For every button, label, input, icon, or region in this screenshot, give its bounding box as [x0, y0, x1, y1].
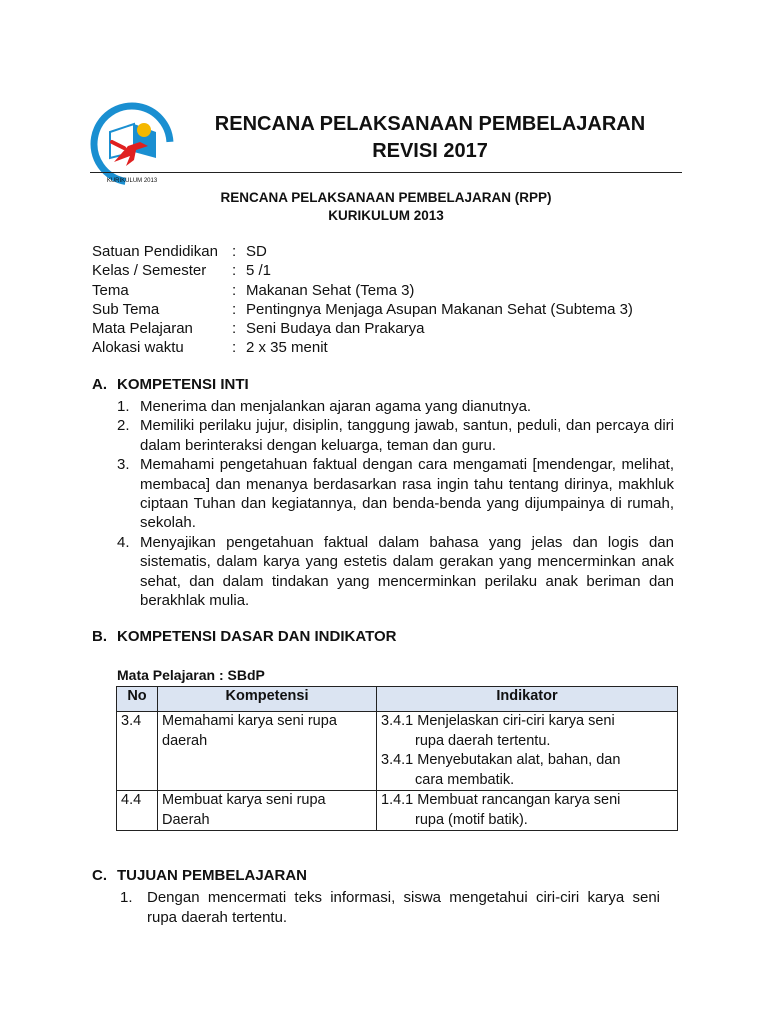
info-colon: : — [232, 339, 237, 357]
info-row — [92, 338, 633, 357]
item-number: 2. — [117, 417, 130, 435]
info-value: SD — [246, 243, 267, 260]
cell-no: 3.4 — [117, 712, 158, 791]
info-colon: : — [232, 281, 237, 299]
cell-indikator — [377, 791, 678, 831]
section-c-heading — [92, 867, 307, 884]
header-divider — [90, 172, 682, 173]
section-letter: A. — [92, 376, 107, 393]
section-title: TUJUAN PEMBELAJARAN — [117, 867, 308, 884]
item-text: Dengan mencermati teks informasi, siswa mengetahui ciri-ciri karya seni rupa daerah tertentu. — [147, 889, 660, 926]
info-label: Mata Pelajaran — [92, 320, 193, 338]
item-text: Menyajikan pengetahuan faktual dalam bahasa yang jelas dan logis dan sistematis, dalam karya yang estetis dalam gerakan yang mencerminkan anak sehat, dan dalam tindakan yang mencerminkan perilaku anak beriman dan berakhlak mulia. — [140, 533, 674, 610]
info-label: Sub Tema — [92, 300, 160, 318]
item-text: Memiliki perilaku jujur, disiplin, tanggung jawab, santun, peduli, dan percaya diri dalam berinteraksi dengan keluarga, teman dan guru. — [140, 417, 674, 454]
cell-kompetensi: Memahami karya seni rupa daerah — [158, 712, 377, 791]
indicator-line: 3.4.1 Menyebutakan alat, bahan, dan — [381, 752, 621, 768]
info-value: Makanan Sehat (Tema 3) — [246, 281, 415, 299]
list-item — [120, 888, 660, 928]
identity-info — [92, 242, 633, 358]
info-row — [92, 242, 633, 261]
kurikulum-2013-logo — [90, 102, 174, 186]
info-value: 2 x 35 menit — [246, 339, 328, 357]
info-colon: : — [232, 320, 237, 338]
rpp-subtitle: RENCANA PELAKSANAAN PEMBELAJARAN (RPP) — [220, 190, 552, 205]
info-value: Seni Budaya dan Prakarya — [246, 320, 425, 338]
document-revision: REVISI 2017 — [372, 140, 488, 162]
document-title: RENCANA PELAKSANAAN PEMBELAJARAN — [214, 113, 646, 135]
info-colon: : — [232, 243, 237, 260]
item-number: 4. — [117, 533, 130, 551]
info-value: 5 /1 — [246, 262, 272, 280]
info-row — [92, 300, 633, 319]
section-letter: B. — [92, 628, 107, 645]
indicator-continuation: cara membatik. — [415, 771, 515, 788]
column-header: Indikator — [377, 687, 678, 712]
indicator-line: 1.4.1 Membuat rancangan karya seni — [381, 792, 621, 808]
info-label: Satuan Pendidikan — [92, 243, 218, 260]
item-text: Memahami pengetahuan faktual dengan cara mengamati [mendengar, melihat, membaca] dan menanya berdasarkan rasa ingin tahu tentang dirinya, makhluk ciptaan Tuhan dan kegiatannya, dan benda-benda yang dijumpainya di rumah, sekolah. — [140, 456, 674, 532]
svg-text:KURIKULUM 2013: KURIKULUM 2013 — [106, 178, 158, 184]
item-number: 3. — [117, 456, 130, 474]
info-label: Kelas / Semester — [92, 262, 207, 280]
curriculum-subtitle: KURIKULUM 2013 — [328, 208, 444, 223]
item-number: 1. — [117, 398, 130, 415]
column-header: Kompetensi — [158, 687, 377, 712]
section-b-heading — [92, 628, 396, 645]
section-title: KOMPETENSI DASAR DAN INDIKATOR — [117, 628, 397, 645]
cell-indikator — [377, 712, 678, 791]
list-item — [117, 533, 674, 611]
column-header: No — [117, 687, 158, 712]
list-item — [117, 397, 674, 416]
list-item — [117, 416, 674, 455]
table-header-row — [117, 687, 678, 712]
item-number: 1. — [120, 889, 133, 906]
cell-kompetensi: Membuat karya seni rupa Daerah — [158, 791, 377, 831]
info-colon: : — [232, 300, 237, 318]
cell-no: 4.4 — [117, 791, 158, 831]
section-letter: C. — [92, 867, 107, 884]
section-a-heading — [92, 376, 249, 393]
table-row — [117, 712, 678, 791]
info-value: Pentingnya Menjaga Asupan Makanan Sehat (Subtema 3) — [246, 300, 633, 318]
table-row — [117, 791, 678, 831]
kompetensi-dasar-table — [116, 686, 678, 831]
tujuan-list — [120, 888, 660, 928]
info-row — [92, 281, 633, 300]
list-item — [117, 455, 674, 533]
info-label: Tema — [92, 281, 129, 299]
indicator-continuation: rupa (motif batik). — [415, 811, 528, 828]
info-row — [92, 319, 633, 338]
item-text: Menerima dan menjalankan ajaran agama yang dianutnya. — [140, 398, 532, 415]
indicator-continuation: rupa daerah tertentu. — [415, 732, 551, 749]
info-colon: : — [232, 262, 237, 280]
kompetensi-inti-list — [117, 397, 674, 610]
info-row — [92, 261, 633, 280]
info-label: Alokasi waktu — [92, 339, 184, 357]
subject-label: Mata Pelajaran : SBdP — [117, 667, 265, 683]
section-title: KOMPETENSI INTI — [117, 376, 249, 393]
indicator-line: 3.4.1 Menjelaskan ciri-ciri karya seni — [381, 713, 615, 729]
